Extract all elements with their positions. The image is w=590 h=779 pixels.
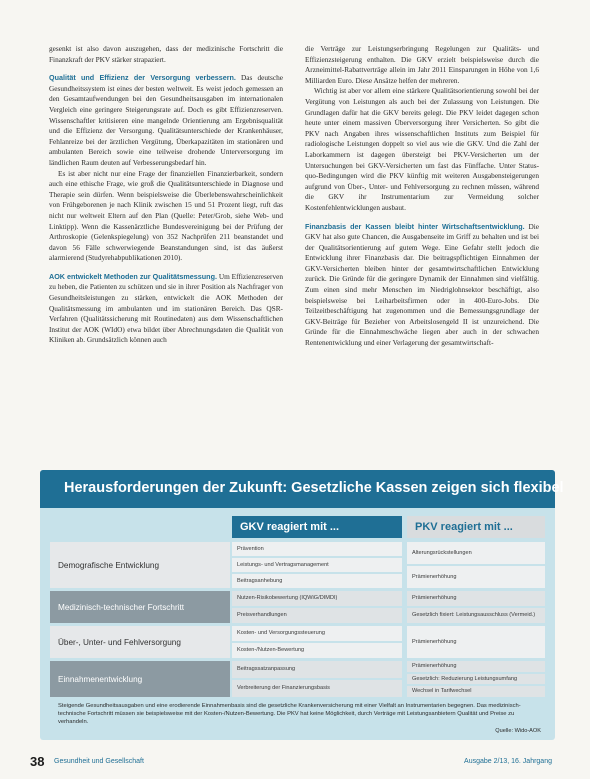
infographic-title: Herausforderungen der Zukunft: Gesetzliche Kassen zeigen sich flexibel [64, 480, 564, 496]
infographic-source: Quelle: Wido-AOK [495, 728, 541, 734]
section-text: Die GKV hat also gute Chancen, die Ausgabenseite im Griff zu behalten und ist bei der Qualitätsorientierung auf gutem Wege. Eine Gefahr stellt jedoch die Entwicklung ihrer Finanzbasis dar. Die beitragspflichtigen Einnahmen der GKV-Versicherten bleiben hinter der gesamtwirtschaftlichen Entwicklung zurück. Die Gründe für die geringere Dynamik der Einnahmen sind vielfältig. Zum einen sind mehr Menschen im Niedriglohnsektor beschäftigt, also beispielsweise bei Leiharbeitsfirmen oder in 400-Euro-Jobs. Die Teilzeitbeschäftigung hat zugenommen und die Bemessungsgrundlage der GKV-Beiträge für Bezieher von Arbeitslosengeld II ist unzureichend. Die Gründe für die Einnahmeschwäche liegen aber auch in der schwachen Rentenentwicklung und einer Verlagerung der gesamtwirtschaft- [305, 221, 539, 348]
gkv-cell: Verbreiterung der Finanzierungsbasis [232, 680, 402, 697]
issue-info: Ausgabe 2/13, 16. Jahrgang [464, 758, 552, 765]
paragraph: Wichtig ist aber vor allem eine stärkere Qualitätsorientierung sowohl bei der Vergütung von Leistungen als auch bei der Zulassung von Leistungen. Die Grundlagen dafür hat die GKV bereits gelegt. Die PKV leidet dagegen schon heute unter einem massiven Überversorgung ihrer Versicherten. So gibt die PKV nach Angaben ihres wissenschaftlichen Instituts zum Beispiel für radiologische Leistungen doppelt so viel aus wie die GKV. Und die Zahl der Laborkammern ist dagegen übersteigt bei PKV-Versicherten um der Untersuchungen bei GKV-Versicherten um fast das Fünffache. Unter Status-quo-Bedingungen wird die PKV künftig mit weiteren Ausgabensteigerungen aufgrund von Über-, Unter- und Fehlversorgung zu rechnen müssen, während die GKV ihr Instrumentarium zur Vermeidung solcher Kostenfehlentwicklungen ausbaut. [305, 86, 539, 212]
pkv-cells [407, 542, 545, 588]
section-heading: AOK entwickelt Methoden zur Qualitätsmessung. [49, 271, 217, 281]
paragraph: gesenkt ist also davon auszugehen, dass der medizinische Fortschritt die Finanzkraft der PKV stärker strapaziert. [49, 44, 283, 64]
table-row [50, 591, 545, 623]
infographic-caption: Steigende Gesundheitsausgaben und eine erodierende Einnahmenbasis sind die gesetzliche Krankenversicherung mit einer Vielfalt an Instrumentarien begegnen. Das medizinisch-technische Fortschritt müssen sie beispielsweise mit der Kosten-/Nutzen-Bewertung. Die PKV hat keine Möglichkeit, durch Verträge mit Leistungsanbietern Qualität und Preise zu verhandeln. [58, 703, 521, 725]
paragraph [305, 222, 539, 349]
gkv-cell: Kosten-/Nutzen-Bewertung [232, 643, 402, 658]
row-label: Medizinisch-technischer Fortschritt [50, 591, 230, 623]
pkv-cell: Wechsel in Tarifwechsel [407, 686, 545, 697]
pkv-cell: Prämienerhöhung [407, 661, 545, 672]
pkv-cell: Alterungsrückstellungen [407, 542, 545, 564]
page-number: 38 [30, 754, 45, 769]
row-label: Einnahmenentwicklung [50, 661, 230, 697]
magazine-name: Gesundheit und Gesellschaft [54, 758, 144, 765]
row-label: Demografische Entwicklung [50, 542, 230, 588]
pkv-cells [407, 591, 545, 623]
section-heading: Qualität und Effizienz der Versorgung verbessern. [49, 73, 236, 83]
pkv-column-header: PKV reagiert mit ... [407, 516, 545, 538]
gkv-cell: Beitragsanhebung [232, 574, 402, 588]
paragraph [49, 73, 283, 168]
table-row [50, 661, 545, 697]
table-row [50, 542, 545, 588]
gkv-cell: Preisverhandlungen [232, 608, 402, 623]
pkv-cell: Prämienerhöhung [407, 626, 545, 658]
section-text: Das deutsche Gesundheitssystem ist eines der besten weltweit. Es weist jedoch gemessen an den Gesamtaufwendungen bei den Gesundheitsausgaben im internationalen Vergleich eine geringere Steigerungsrate auf. Doch es gibt Effizienzreserven. Wissenschaftler kritisieren eine mangelnde Orientierung am Ergebnisqualität und die Effizienz der Versorgung. Qualitätsunterschiede der Krankenhäuser, Fehlanreize bei der ärztlichen Vergütung, Überkapazitäten im stationären und ambulanten Bereich sowie eine teilweise drohende Unterversorgung im ländlichen Raum deuten auf Verbesserungsbedarf hin. [49, 73, 284, 167]
table-row [50, 626, 545, 658]
article-column-right [305, 44, 539, 349]
pkv-cell: Gesetzlich: Reduzierung Leistungsumfang [407, 674, 545, 685]
infographic-title-bar [40, 470, 564, 508]
gkv-cell: Beitragssatzanpassung [232, 661, 402, 678]
paragraph [49, 272, 283, 346]
section-text: Um Effizienzreserven zu heben, die Patienten zu schützen und sie in ihrer Position als Nachfrager von Gesundheitsleistungen zu stärken, entwickelt die AOK Methoden der Qualitätsmessung im ambulanten und im stationären Bereich. Das QSR-Verfahren (Qualitätssicherung mit Routinedaten) aus dem Wissenschaftlichen Institut der AOK (WIdO) etwa bildet über Abrechnungsdaten die Qualität von Kliniken ab. Grundsätzlich können auch [49, 271, 284, 345]
pkv-cells [407, 626, 545, 658]
pkv-cell: Prämienerhöhung [407, 591, 545, 606]
pkv-cell: Prämienerhöhung [407, 566, 545, 588]
gkv-cells [232, 591, 402, 623]
gkv-cells [232, 626, 402, 658]
gkv-cell: Kosten- und Versorgungssteuerung [232, 626, 402, 641]
gkv-cell: Leistungs- und Vertragsmanagement [232, 558, 402, 572]
pkv-cell: Gesetzlich fixiert: Leistungsausschluss (Vermeid.) [407, 608, 545, 623]
row-label: Über-, Unter- und Fehlversorgung [50, 626, 230, 658]
gkv-cells [232, 542, 402, 588]
gkv-column-header: GKV reagiert mit ... [232, 516, 402, 538]
paragraph: die Verträge zur Leistungserbringung Regelungen zur Qualitäts- und Effizienzsteigerung enthalten. Die GKV erzielt beispielsweise durch die Arzneimittel-Rabattverträge allein im Jahr 2011 Einsparungen in Höhe von 1,6 Milliarden Euro. Diese Ansätze helfen der mehreren. [305, 44, 539, 85]
gkv-cell: Prävention [232, 542, 402, 556]
gkv-cell: Nutzen-Risikobewertung (IQWiG/DIMDI) [232, 591, 402, 606]
paragraph: Es ist aber nicht nur eine Frage der finanziellen Finanzierbarkeit, sondern auch eine ethische Frage, wie groß die Qualitätsunterschiede in Diagnose und Therapie sein dürfen. Wenn beispielsweise die Überlebenswahrscheinlichkeit von Frühgeborenen je nach Klinik zwischen 15 und 51 Prozent liegt, ruft das nicht nur weltweit Eltern auf den Plan (Quelle: Peter/Grob, siehe Web- und Linktipp). Wenn die Kassenärztliche Bundesvereinigung bei der Prüfung der Arthroskopie (Gelenkspiegelung) von 352 Nachprüfen 211 beanstandet und davon 56 Fälle schwerwiegende Beanstandungen sind, ist das äußerst alarmierend (Studyrehabpublikationen 2010). [49, 168, 283, 263]
pkv-cells [407, 661, 545, 697]
infographic-box [40, 470, 564, 740]
article-column-left [49, 44, 283, 346]
section-heading: Finanzbasis der Kassen bleibt hinter Wirtschaftsentwicklung. [305, 221, 525, 231]
gkv-cells [232, 661, 402, 697]
